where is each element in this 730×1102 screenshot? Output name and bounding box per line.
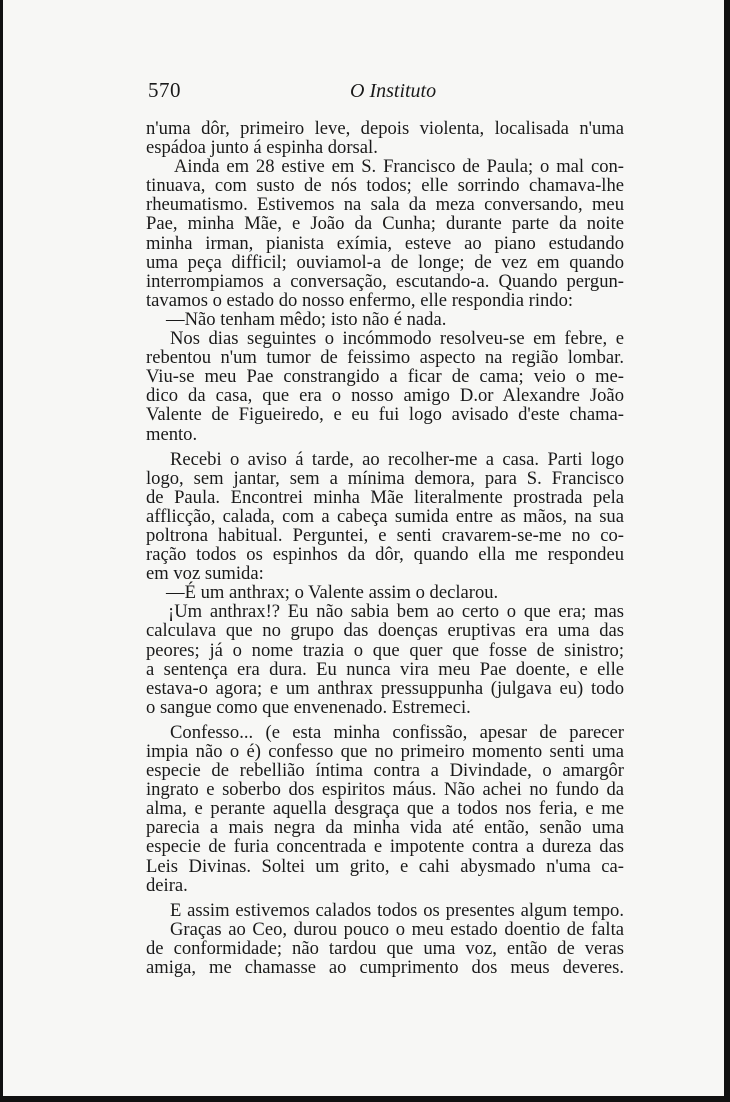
text-line: poltrona habitual. Perguntei, e senti cravarem-se-me no co- <box>146 524 624 546</box>
text-line: Ainda em 28 estive em S. Francisco de Paula; o mal con- <box>174 156 624 178</box>
text-line: dico da casa, que era o nosso amigo D.or Alexandre João <box>146 385 624 407</box>
text-line: estava-o agora; e um anthrax pressuppunha (julgava eu) todo <box>146 677 624 699</box>
text-line: Leis Divinas. Soltei um grito, e cahi abysmado n'uma ca- <box>146 855 624 877</box>
text-line: deira. <box>146 874 188 896</box>
text-line: afflicção, calada, com a cabeça sumida entre as mãos, na sua <box>146 505 624 527</box>
text-line: alma, e perante aquella desgraça que a todos nos feria, e me <box>146 798 624 820</box>
text-line: E assim estivemos calados todos os presentes algum tempo. <box>170 899 624 921</box>
text-line: —Não tenham mêdo; isto não é nada. <box>166 308 447 330</box>
text-line: tinuava, com susto de nós todos; elle sorrindo chamava-lhe <box>146 175 624 197</box>
text-line: ¡Um anthrax!? Eu não sabia bem ao certo o que era; mas <box>168 601 624 623</box>
text-line: Confesso... (e esta minha confissão, apesar de parecer <box>170 721 624 743</box>
scan-border-bottom <box>0 1096 730 1102</box>
text-line: minha irman, pianista exímia, esteve ao piano estudando <box>146 232 624 254</box>
page-number: 570 <box>148 78 181 102</box>
text-line: rebentou n'um tumor de feissimo aspecto na região lombar. <box>146 347 624 369</box>
text-line: n'uma dôr, primeiro leve, depois violenta, localisada n'uma <box>146 118 624 139</box>
text-line: calculava que no grupo das doenças eruptivas era uma das <box>146 620 624 642</box>
text-line: impia não o é) confesso que no primeiro momento senti uma <box>146 741 624 762</box>
text-line: rheumatismo. Estivemos na sala da meza conversando, meu <box>146 194 624 216</box>
text-line: de conformidade; não tardou que uma voz, então de veras <box>146 937 624 959</box>
text-line: a sentença era dura. Eu nunca vira meu Pae doente, e elle <box>146 658 624 680</box>
text-line: parecia a mais negra da minha vida até então, senão uma <box>146 817 624 839</box>
text-line: Recebi o aviso á tarde, ao recolher-me a casa. Parti logo <box>170 448 624 470</box>
text-line: Graças ao Ceo, durou pouco o meu estado doentio de falta <box>170 918 624 940</box>
text-line: interrompiamos a conversação, escutando-a. Quando pergun- <box>146 270 624 292</box>
scan-border-left <box>0 0 3 1102</box>
body-text <box>146 119 624 977</box>
text-line: o sangue como que envenenado. Estremeci. <box>146 696 471 718</box>
text-line: ingrato e soberbo dos espiritos máus. Não achei no fundo da <box>146 779 624 801</box>
text-line: especie de furia concentrada e impotente contra a dureza das <box>146 836 624 858</box>
text-line: tavamos o estado do nosso enfermo, elle respondia rindo: <box>146 289 574 311</box>
page-header <box>148 78 616 108</box>
text-line: Viu-se meu Pae constrangido a ficar de cama; veio o me- <box>146 366 624 388</box>
text-line: —É um anthrax; o Valente assim o declarou. <box>166 582 499 604</box>
text-line: uma peça difficil; ouviamol-a de longe; de vez em quando <box>146 251 624 273</box>
text-line: espádoa junto á espinha dorsal. <box>146 137 378 159</box>
scan-border-right <box>724 0 730 1102</box>
text-line: Pae, minha Mãe, e João da Cunha; durante parte da noite <box>146 213 624 235</box>
text-line: Nos dias seguintes o incómmodo resolveu-se em febre, e <box>170 328 624 350</box>
text-line: amiga, me chamasse ao cumprimento dos meus deveres. <box>146 957 624 979</box>
text-line: em voz sumida: <box>146 563 264 585</box>
running-title: O Instituto <box>350 80 437 102</box>
text-line: especie de rebellião íntima contra a Divindade, o amargôr <box>146 760 624 782</box>
text-line: de Paula. Encontrei minha Mãe literalmente prostrada pela <box>146 486 624 508</box>
text-line: mento. <box>146 423 198 445</box>
text-line: Valente de Figueiredo, e eu fui logo avisado d'este chama- <box>146 404 624 426</box>
text-line: logo, sem jantar, sem a mínima demora, para S. Francisco <box>146 467 624 489</box>
text-line: ração todos os espinhos da dôr, quando ella me respondeu <box>146 544 624 566</box>
text-line: peores; já o nome trazia o que quer que fosse de sinistro; <box>146 639 624 661</box>
